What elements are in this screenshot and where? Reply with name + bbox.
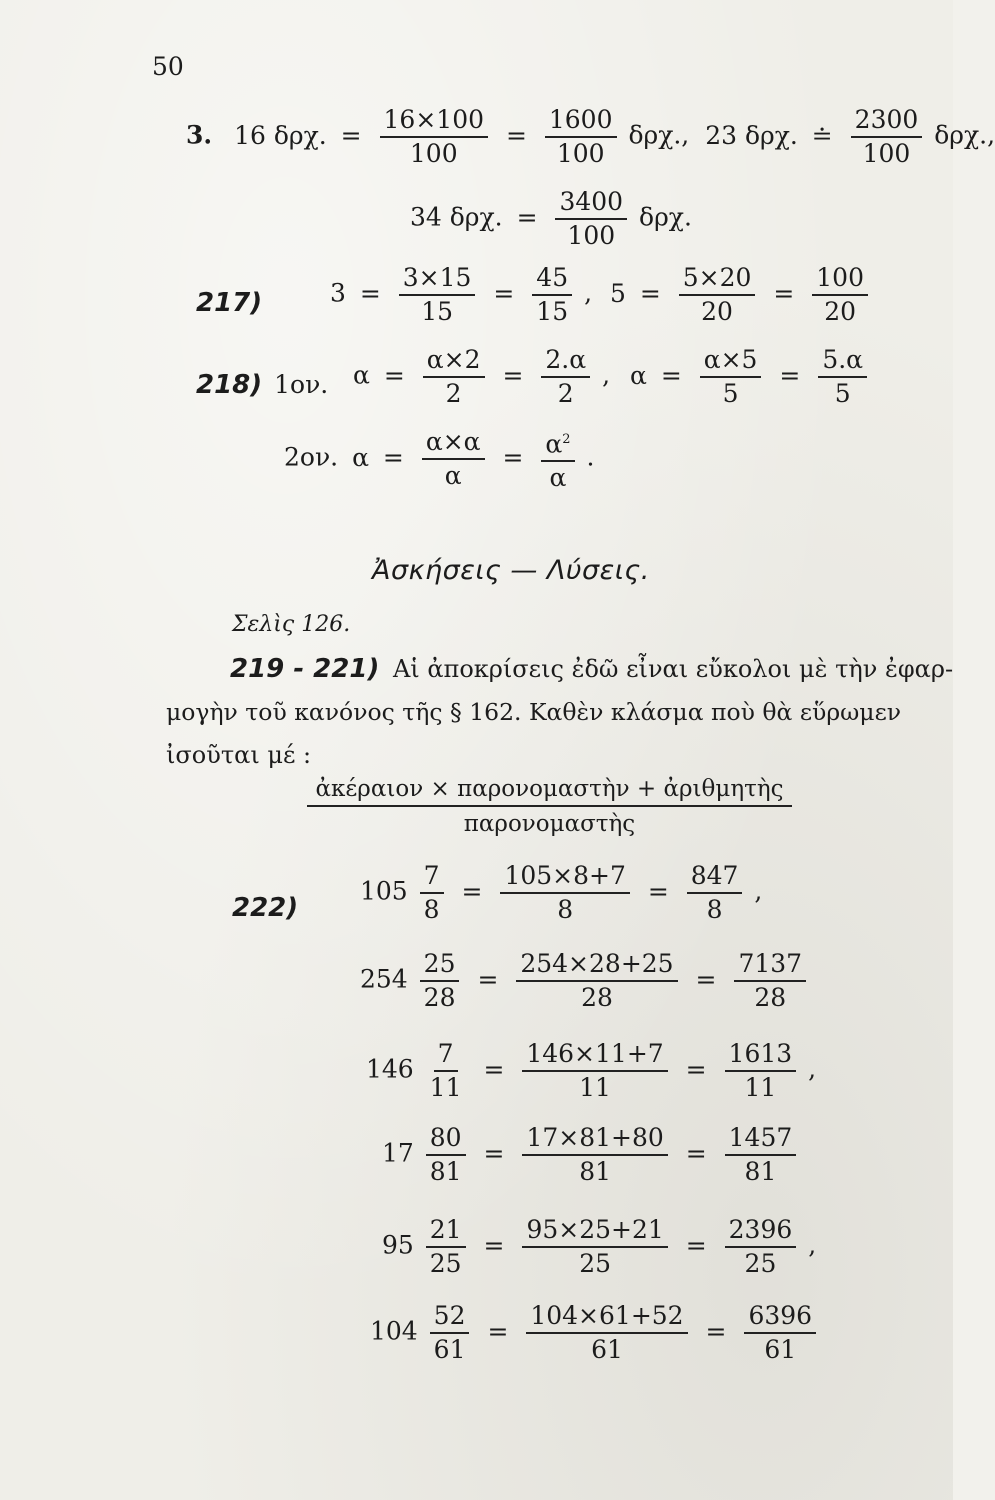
numerator: 95×25+21 [522,1216,667,1248]
numerator: 7137 [734,950,806,982]
fraction [420,862,444,924]
exercise-3-label: 3. [186,120,213,150]
unit: δρχ. [639,202,692,232]
numerator: α×α [422,428,485,460]
comma: , [808,1230,817,1260]
comma: , [602,360,611,390]
general-formula [307,776,792,837]
exponent: 2 [562,432,571,447]
denominator: 81 [744,1157,777,1186]
exercise-218-equation-2 [284,426,594,492]
numerator: 2.α [541,346,590,378]
denominator: α [549,463,567,493]
denominator: 61 [764,1335,797,1364]
numerator: 100 [812,264,868,296]
exercise-222-row [370,1302,820,1364]
exercise-217-label: 217) [196,288,263,318]
period: . [586,442,595,472]
variable: α [352,442,369,472]
fraction [545,106,617,168]
fraction [812,264,868,326]
comma: , [808,1054,817,1084]
exercise-222-label: 222) [232,893,299,923]
equals: = [383,360,405,390]
denominator: 5 [722,379,739,408]
fraction [423,346,485,408]
denominator: 61 [433,1335,466,1364]
fraction [516,950,677,1012]
denominator: 8 [423,895,440,924]
denominator: 11 [744,1073,777,1102]
denominator: 28 [581,983,613,1012]
equals: = [483,1230,505,1260]
denominator: 5 [834,379,851,408]
numerator: 254×28+25 [516,950,677,982]
equals: = [487,1316,509,1346]
equals: = [502,360,524,390]
exercise-222-row [366,1040,816,1102]
denominator: 15 [536,297,569,326]
equals: = [505,120,527,150]
equals: = [773,278,795,308]
denominator: 100 [409,139,458,168]
denominator: 100 [556,139,605,168]
fraction [420,950,460,1012]
paragraph-text: Αἱ ἀποκρίσεις ἐδῶ εἶναι εὔκολοι μὲ τὴν ἐφαρ- [392,655,954,683]
numerator: 1600 [545,106,617,138]
fraction [818,346,867,408]
numerator: 3×15 [399,264,476,296]
numerator [541,426,574,462]
exercise-218-equation-1 [353,346,871,408]
denominator: 25 [579,1249,612,1278]
numerator: 2300 [851,106,923,138]
numerator: α×5 [700,346,762,378]
numerator: 16×100 [380,106,488,138]
numerator: 2396 [725,1216,797,1248]
equals: = [483,1138,505,1168]
denominator: 61 [591,1335,623,1364]
equals: = [461,876,483,906]
denominator: α [444,461,462,491]
denominator: 11 [429,1073,462,1102]
fraction [744,1302,816,1364]
comma: , [754,876,763,906]
denominator: 15 [421,297,453,326]
exercise-217-equation [330,264,872,326]
numerator: 6396 [744,1302,816,1334]
approx-equals: ≐ [811,120,833,150]
term: 34 δρχ. [410,202,503,232]
denominator: 28 [423,983,456,1012]
numerator: 17×81+80 [522,1124,667,1156]
numerator: 80 [426,1124,466,1156]
section-title: Ἀσκήσεις — Λύσεις. [372,555,650,586]
whole-number: 105 [360,876,408,906]
exercise-3-line-1 [186,106,995,168]
equals: = [685,1230,707,1260]
fraction [555,188,627,250]
equals: = [516,202,538,232]
exercise-222-row [360,862,762,924]
fraction [725,1040,797,1102]
exercise-218-label: 218) [196,370,263,400]
exercise-219-label: 219 - 221) [230,654,380,684]
equals: = [779,360,801,390]
whole-number: 17 [382,1138,414,1168]
fraction [687,862,743,924]
fraction [522,1216,667,1278]
numerator: 105×8+7 [500,862,629,894]
equals: = [647,876,669,906]
base: α [545,429,563,459]
equals: = [477,964,499,994]
formula-numerator: ἀκέραιον × παρονομαστὴν + ἀριθμητὴς [307,776,792,807]
equals: = [685,1138,707,1168]
numerator: 52 [430,1302,470,1334]
exercise-222-row [360,950,810,1012]
term: 3 [330,278,346,308]
numerator: α×2 [423,346,485,378]
fraction [522,1040,667,1102]
exercise-3-line-2 [410,188,692,250]
exercise-219-line-2: μογὴν τοῦ κανόνος τῆς § 162. Καθὲν κλάσμα ποὺ θὰ εὕρωμεν [166,698,902,726]
numerator: 25 [420,950,460,982]
fraction [734,950,806,1012]
numerator: 5.α [818,346,867,378]
part-2-label: 2ον. [284,442,339,472]
numerator: 847 [687,862,743,894]
denominator: 100 [567,221,616,250]
comma: , [584,278,593,308]
numerator: 3400 [555,188,627,220]
equals: = [382,442,404,472]
whole-number: 104 [370,1316,418,1346]
whole-number: 95 [382,1230,414,1260]
denominator: 81 [579,1157,612,1186]
fraction [679,264,756,326]
fraction [725,1216,797,1278]
fraction [426,1216,466,1278]
fraction [422,428,485,490]
equals: = [359,278,381,308]
numerator: 21 [426,1216,466,1248]
exercise-222-row [382,1124,800,1186]
denominator: 8 [706,895,723,924]
term: 23 δρχ. [705,120,798,150]
numerator: 104×61+52 [526,1302,687,1334]
fraction [541,426,574,492]
exercise-219-line-1 [230,654,953,684]
fraction [500,862,629,924]
denominator: 81 [429,1157,462,1186]
denominator: 100 [862,139,911,168]
equals: = [340,120,362,150]
fraction [426,1040,466,1102]
equals: = [493,278,515,308]
numerator: 146×11+7 [522,1040,667,1072]
equals: = [705,1316,727,1346]
fraction [380,106,488,168]
equals: = [685,1054,707,1084]
variable: α [629,360,647,390]
part-1-label: 1ον. [274,370,329,399]
whole-number: 254 [360,964,408,994]
fraction [851,106,923,168]
denominator: 2 [557,379,574,408]
page-reference: Σελὶς 126. [232,612,351,637]
fraction [700,346,762,408]
denominator: 8 [557,895,574,924]
numerator: 7 [420,862,444,894]
term: 16 δρχ. [234,120,327,150]
unit: δρχ., [934,120,995,150]
fraction [532,264,572,326]
denominator: 25 [429,1249,462,1278]
denominator: 20 [701,297,733,326]
denominator: 28 [754,983,787,1012]
fraction [725,1124,797,1186]
variable: α [353,360,370,390]
equals: = [695,964,717,994]
denominator: 11 [579,1073,611,1102]
exercise-222-row [382,1216,816,1278]
equals: = [483,1054,505,1084]
denominator: 2 [445,379,462,408]
exercise-218-header [196,370,328,400]
whole-number: 146 [366,1054,414,1084]
numerator: 45 [532,264,572,296]
fraction [430,1302,470,1364]
numerator: 1457 [725,1124,797,1156]
equals: = [660,360,682,390]
equals: = [502,442,524,472]
term: 5 [609,278,626,308]
formula-denominator: παρονομαστὴς [463,811,636,837]
denominator: 20 [824,297,857,326]
page-number: 50 [152,52,184,81]
numerator: 1613 [725,1040,797,1072]
denominator: 25 [744,1249,777,1278]
equals: = [639,278,661,308]
fraction [541,346,590,408]
fraction [526,1302,687,1364]
exercise-219-line-3: ἰσοῦται μέ : [166,741,312,769]
unit: δρχ., [628,120,690,150]
numerator: 5×20 [679,264,756,296]
fraction [426,1124,466,1186]
numerator: 7 [434,1040,458,1072]
fraction [399,264,476,326]
fraction [522,1124,667,1186]
